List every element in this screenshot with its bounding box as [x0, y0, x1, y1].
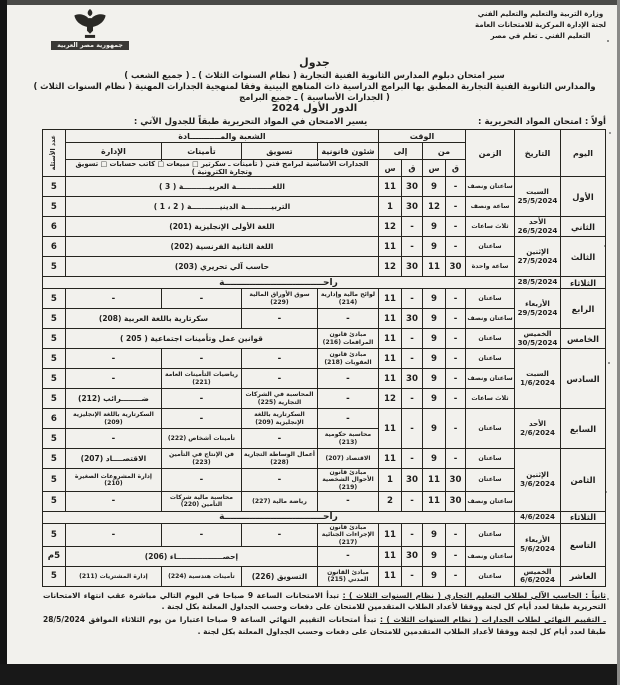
table-cell: - — [161, 389, 241, 409]
table-cell: 30 — [402, 309, 423, 329]
table-cell: 11 — [378, 566, 401, 586]
table-cell: 9 — [423, 409, 446, 449]
table-cell: - — [241, 469, 317, 492]
table-cell: - — [241, 349, 317, 369]
table-cell: 30 — [402, 177, 423, 197]
table-cell: مبادئ قانون المرافعات (216) — [317, 329, 378, 349]
table-cell: اللغــــــــــــــة العربيــــــــــة ( 3 ) — [65, 177, 378, 197]
table-cell: الثالث — [561, 237, 606, 277]
table-cell: ساعة ونصف — [466, 197, 515, 217]
title-block — [23, 56, 606, 114]
header-to-hours: س — [378, 160, 401, 177]
header-insurance: تأمينات — [161, 143, 241, 160]
header-question-count — [42, 130, 65, 177]
table-cell: الثاني — [561, 217, 606, 237]
table-cell: الثلاثاء — [561, 277, 606, 289]
scan-border-bottom — [0, 664, 620, 685]
table-cell: - — [446, 197, 466, 217]
table-cell: 12 — [378, 257, 401, 277]
table-cell: - — [317, 409, 378, 429]
page-content — [23, 6, 606, 639]
table-cell: - — [446, 289, 466, 309]
exam-schedule-table — [42, 129, 606, 587]
table-cell: محاسبة مالية شركات التأمين (220) — [161, 491, 241, 511]
table-cell: الثلاثاء — [561, 511, 606, 523]
header-day: اليوم — [561, 130, 606, 177]
table-cell: - — [317, 491, 378, 511]
note-body: تبدأ الامتحانات الساعة 9 صباحا في اليوم التالي مباشرة عقب انتهاء الامتحانات التحريرية طبقا لعدد أيام كل لجنة ووفقا لأعداد الطلاب المتقدمين للامتحان على دفعات وحسب الجداول المعلنة بكل لجنة . — [43, 590, 606, 612]
table-cell: 5 — [42, 429, 65, 449]
header-programs-note: الجدارات الأساسية لبرامج فني ( تأمينات ـ سكرتير □ مبيعات □ كاتب حسابات □ تسويق وتجارة الكترونية ) — [65, 160, 378, 177]
table-cell: الخامس — [561, 329, 606, 349]
table-row — [42, 289, 605, 309]
table-cell: - — [65, 289, 161, 309]
table-cell: 9 — [423, 237, 446, 257]
egypt-eagle-icon — [51, 8, 129, 40]
table-cell: 5م — [42, 546, 65, 566]
scan-noise — [607, 40, 609, 42]
header-time: الوقت — [378, 130, 465, 143]
ministry-line: التعليم الفني ـ تعلم في مصر — [490, 31, 591, 40]
table-cell: 11 — [423, 491, 446, 511]
table-cell: 9 — [423, 349, 446, 369]
table-cell: 9 — [423, 449, 446, 469]
table-row — [42, 349, 605, 369]
table-cell: 9 — [423, 369, 446, 389]
table-cell: - — [241, 523, 317, 546]
table-cell: مبادئ قانون العقوبات (218) — [317, 349, 378, 369]
table-cell: الثامن — [561, 449, 606, 512]
table-cell: 30 — [402, 257, 423, 277]
table-cell: ثلاث ساعات — [466, 217, 515, 237]
table-row — [42, 566, 605, 586]
page-title: جدول — [299, 56, 330, 69]
table-cell: ساعتان — [466, 349, 515, 369]
table-cell: ساعة واحدة — [466, 257, 515, 277]
table-cell: رياضة مالية (227) — [241, 491, 317, 511]
title-line-2: والمدارس الثانوية الفنية التجارية المطبق بها البرامج الدراسية ذات المناهج البينية وفقا لمنهجية الجدارات المهنية ( نظام السنوات الثلاث ) — [33, 81, 596, 91]
letterhead — [23, 6, 606, 56]
table-cell: 5 — [42, 566, 65, 586]
table-cell: إدارة المشتريات (211) — [65, 566, 161, 586]
ministry-line: وزارة التربية والتعليم والتعليم الفني — [477, 10, 604, 18]
header-marketing: تسويق — [241, 143, 317, 160]
table-cell: 11 — [378, 289, 401, 309]
table-cell: - — [241, 429, 317, 449]
table-row — [42, 217, 605, 237]
table-cell: - — [402, 409, 423, 449]
table-cell: 5 — [42, 309, 65, 329]
table-cell: - — [65, 491, 161, 511]
table-cell: فن الإنتاج في التأمين (223) — [161, 449, 241, 469]
table-cell: تأمينات أشخاص (222) — [161, 429, 241, 449]
table-cell: - — [446, 349, 466, 369]
header-section: الشعبة والمـــــــــــادة — [65, 130, 378, 143]
table-cell: اللغة الثانية الفرنسية (202) — [65, 237, 378, 257]
table-cell: 11 — [378, 449, 401, 469]
table-cell: 9 — [423, 523, 446, 546]
exam-table-body — [42, 177, 605, 587]
table-cell: 30 — [402, 469, 423, 492]
table-cell: التاسع — [561, 523, 606, 566]
table-cell: - — [446, 566, 466, 586]
table-cell: - — [65, 349, 161, 369]
table-cell: - — [161, 289, 241, 309]
table-cell: 11 — [378, 309, 401, 329]
table-cell: ساعتان — [466, 409, 515, 449]
table-cell: 9 — [423, 389, 446, 409]
table-cell: - — [241, 369, 317, 389]
table-cell: السابع — [561, 409, 606, 449]
header-date: التاريخ — [515, 130, 561, 177]
table-cell: تأمينات هندسية (224) — [161, 566, 241, 586]
title-line-3: ( الجدارات الأساسية ) ـ جميع البرامج — [239, 92, 390, 102]
table-row — [42, 523, 605, 546]
table-cell: 11 — [378, 523, 401, 546]
intro-right: أولاً : امتحان المواد التحريرية : — [478, 117, 606, 127]
table-cell: 5 — [42, 469, 65, 492]
table-row — [42, 177, 605, 197]
table-cell: ساعتان — [466, 329, 515, 349]
table-cell: راحــــــــــــــــــــــــــــــــة — [42, 511, 514, 523]
table-cell: - — [402, 491, 423, 511]
table-cell: رياضيات التأمينات العامة (221) — [161, 369, 241, 389]
table-cell: الرابع — [561, 289, 606, 329]
table-cell: 9 — [423, 289, 446, 309]
table-cell: ساعتان — [466, 523, 515, 546]
footer-notes — [43, 590, 606, 637]
header-legal-affairs: شئون قانونية — [317, 143, 378, 160]
table-cell: 11 — [423, 257, 446, 277]
table-cell: الإثنين 3/6/2024 — [515, 449, 561, 512]
table-cell: راحــــــــــــــــــــــــــــــــة — [42, 277, 514, 289]
table-cell: الإثنين 27/5/2024 — [515, 237, 561, 277]
table-cell: اللغة الأولى الإنجليزية (201) — [65, 217, 378, 237]
intro-line — [23, 117, 606, 127]
table-cell: إدارة المشروعات الصغيرة (210) — [65, 469, 161, 492]
table-cell: ساعتان ونصف — [466, 177, 515, 197]
table-cell: ساعتان ونصف — [466, 309, 515, 329]
table-cell: - — [402, 349, 423, 369]
note-computer-exam — [43, 590, 606, 613]
table-cell: - — [446, 217, 466, 237]
table-row — [42, 449, 605, 469]
table-cell: 11 — [378, 177, 401, 197]
table-cell: الأربعاء 29/5/2024 — [515, 289, 561, 329]
table-cell: 12 — [378, 217, 401, 237]
table-cell: - — [402, 389, 423, 409]
table-cell: - — [402, 449, 423, 469]
table-cell: 30 — [446, 469, 466, 492]
scan-border-left — [0, 0, 7, 685]
table-cell: 1 — [378, 469, 401, 492]
table-cell: مبادئ القانون المدني (215) — [317, 566, 378, 586]
table-cell: - — [402, 217, 423, 237]
note-final-assessment — [43, 614, 606, 637]
table-cell: - — [317, 309, 378, 329]
table-cell: - — [402, 523, 423, 546]
note-body: تبدأ امتحانات التقييم النهائي الساعة 9 صباحا اعتبارا من يوم الثلاثاء الموافق 28/5/2024 طبقا لعدد أيام كل لجنة ووفقا لأعداد الطلاب المتقدمين للامتحان على دفعات وحسب الجداول المعلنة بكل لجنة . — [43, 615, 606, 636]
table-cell: أعمال الوساطة التجارية (228) — [241, 449, 317, 469]
table-cell: - — [402, 566, 423, 586]
header-duration: الزمن — [466, 130, 515, 177]
table-cell: - — [317, 389, 378, 409]
question-count-label: عدد الأسئلة — [49, 135, 57, 171]
table-cell: - — [65, 429, 161, 449]
table-cell: مبادئ قانون الإجراءات الجنائية (217) — [317, 523, 378, 546]
table-cell: - — [161, 469, 241, 492]
table-cell: العاشر — [561, 566, 606, 586]
table-cell: - — [161, 349, 241, 369]
table-cell: السبت 1/6/2024 — [515, 349, 561, 409]
table-cell: 6 — [42, 217, 65, 237]
table-cell: - — [402, 329, 423, 349]
table-row — [42, 237, 605, 257]
table-row — [42, 277, 605, 289]
table-cell: 5 — [42, 289, 65, 309]
table-cell: الأول — [561, 177, 606, 217]
table-cell: قوانين عمل وتأمينات اجتماعية ( 205 ) — [65, 329, 317, 349]
table-cell: 11 — [378, 546, 401, 566]
table-cell: التسويق (226) — [241, 566, 317, 586]
header-from-hours: س — [423, 160, 446, 177]
table-cell: الأحد 26/5/2024 — [515, 217, 561, 237]
table-cell: 30 — [402, 197, 423, 217]
table-cell: السبت 25/5/2024 — [515, 177, 561, 217]
table-cell: 5 — [42, 523, 65, 546]
table-cell: 9 — [423, 329, 446, 349]
header-from: من — [423, 143, 466, 160]
table-cell: 5 — [42, 389, 65, 409]
table-cell: ساعتان — [466, 449, 515, 469]
table-row — [42, 511, 605, 523]
table-cell: - — [161, 409, 241, 429]
table-cell: ساعتان ونصف — [466, 369, 515, 389]
table-cell: - — [402, 289, 423, 309]
table-cell: - — [317, 369, 378, 389]
table-cell: 11 — [378, 369, 401, 389]
table-cell: - — [446, 237, 466, 257]
table-cell: لوائح مالية وإدارية (214) — [317, 289, 378, 309]
table-cell: - — [446, 523, 466, 546]
table-cell: حاسب آلي تحريري (203) — [65, 257, 378, 277]
table-cell: - — [446, 309, 466, 329]
table-cell: الاقتصــــاد (207) — [65, 449, 161, 469]
table-cell: ثلاث ساعات — [466, 389, 515, 409]
table-cell: 4/6/2024 — [515, 511, 561, 523]
table-cell: 9 — [423, 546, 446, 566]
header-to-minutes: ق — [402, 160, 423, 177]
table-cell: 5 — [42, 257, 65, 277]
table-cell: - — [446, 546, 466, 566]
table-cell: 28/5/2024 — [515, 277, 561, 289]
table-cell: - — [317, 546, 378, 566]
table-cell: - — [65, 523, 161, 546]
table-cell: التربيــــــــــة الدينيـــــــــــة ( 2 ، 1 ) — [65, 197, 378, 217]
table-cell: ساعتان ونصف — [466, 546, 515, 566]
ministry-line: لجنة الإدارة المركزية للامتحانات العامة — [475, 20, 606, 29]
table-cell: السكرتارية باللغة الإنجليزية (209) — [65, 409, 161, 429]
table-cell: 6 — [42, 237, 65, 257]
table-cell: 30 — [446, 257, 466, 277]
exam-session: الدور الأول 2024 — [271, 103, 358, 114]
table-cell: الاقتصاد (207) — [317, 449, 378, 469]
table-cell: 9 — [423, 177, 446, 197]
table-cell: مبادئ قانون الأحوال الشخصية (219) — [317, 469, 378, 492]
table-cell: سوق الأوراق المالية (229) — [241, 289, 317, 309]
table-cell: الخميس 6/6/2024 — [515, 566, 561, 586]
title-line-1: سير امتحان دبلوم المدارس الثانوية الفنية التجارية ( نظام السنوات الثلاث ) ـ ( جميع الشعب ) — [124, 70, 505, 80]
table-cell: ساعتان — [466, 289, 515, 309]
table-cell: السادس — [561, 349, 606, 409]
table-cell: ساعتان ونصف — [466, 491, 515, 511]
table-cell: ضــــــــرائب (212) — [65, 389, 161, 409]
header-from-minutes: ق — [446, 160, 466, 177]
table-cell: - — [65, 369, 161, 389]
table-cell: ساعتان — [466, 237, 515, 257]
table-cell: محاسبة حكومية (213) — [317, 429, 378, 449]
table-cell: - — [446, 369, 466, 389]
table-cell: - — [446, 449, 466, 469]
table-cell: 1 — [378, 197, 401, 217]
table-cell: 30 — [446, 491, 466, 511]
table-cell: إحصــــــــــــــــــاء (206) — [65, 546, 317, 566]
table-cell: السكرتارية باللغة الإنجليزية (209) — [241, 409, 317, 429]
intro-center: يسير الامتحان في المواد التحريرية طبقاً للجدول الآتي : — [133, 117, 368, 127]
table-cell: 5 — [42, 449, 65, 469]
table-cell: - — [446, 177, 466, 197]
table-cell: 30 — [402, 369, 423, 389]
emblem-block — [51, 6, 129, 50]
table-cell: 9 — [423, 309, 446, 329]
table-cell: الخميس 30/5/2024 — [515, 329, 561, 349]
table-cell: - — [446, 389, 466, 409]
table-cell: الأحد 2/6/2024 — [515, 409, 561, 449]
table-cell: 5 — [42, 349, 65, 369]
table-cell: - — [161, 523, 241, 546]
header-to: إلى — [378, 143, 422, 160]
table-cell: 11 — [378, 237, 401, 257]
table-cell: - — [446, 329, 466, 349]
table-cell: 11 — [423, 469, 446, 492]
table-cell: 11 — [378, 329, 401, 349]
table-cell: 5 — [42, 369, 65, 389]
table-cell: 9 — [423, 217, 446, 237]
emblem-caption: جمهورية مصر العربية — [51, 41, 129, 50]
header-administration: الإدارة — [65, 143, 161, 160]
table-cell: الأربعاء 5/6/2024 — [515, 523, 561, 566]
table-cell: 12 — [378, 389, 401, 409]
table-row — [42, 329, 605, 349]
note-lead: ثانياً : الحاسب الآلي لطلاب التعليم التجاري ( نظام السنوات الثلاث ) : — [342, 590, 606, 600]
table-cell: ساعتان — [466, 469, 515, 492]
ministry-lines — [475, 6, 606, 42]
table-cell: 2 — [378, 491, 401, 511]
table-cell: 6 — [42, 409, 65, 429]
table-cell: - — [446, 409, 466, 449]
scan-border-top — [0, 0, 620, 5]
table-cell: 12 — [423, 197, 446, 217]
table-cell: - — [402, 237, 423, 257]
table-cell: 5 — [42, 491, 65, 511]
table-cell: 11 — [378, 409, 401, 449]
table-cell: 11 — [378, 349, 401, 369]
table-cell: 5 — [42, 197, 65, 217]
table-cell: ساعتان — [466, 566, 515, 586]
table-row — [42, 409, 605, 429]
table-cell: 5 — [42, 329, 65, 349]
table-cell: المحاسبة في الشركات التجارية (225) — [241, 389, 317, 409]
table-cell: 30 — [402, 546, 423, 566]
table-cell: سكرتارية باللغة العربية (208) — [65, 309, 241, 329]
table-cell: 5 — [42, 177, 65, 197]
note-lead: ـ التقييم النهائي لطلاب الجدارات ( نظام السنوات الثلاث ) : — [379, 615, 606, 625]
table-cell: 9 — [423, 566, 446, 586]
table-cell: - — [241, 309, 317, 329]
